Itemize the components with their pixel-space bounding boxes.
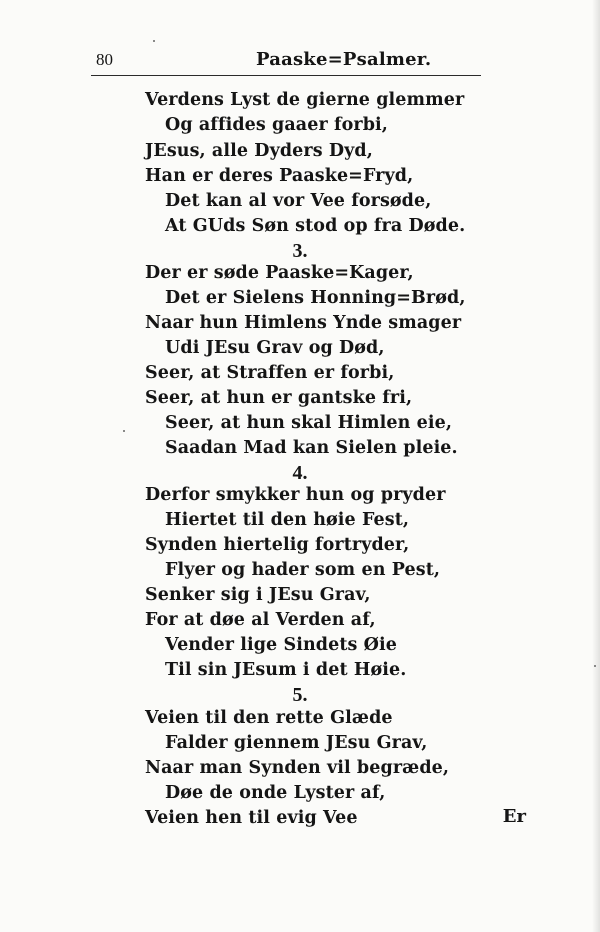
verse-line: Saadan Mad kan Sielen pleie.	[165, 438, 458, 458]
verse-line: Veien hen til evig Vee	[145, 808, 358, 828]
verse-line: Det er Sielens Honning=Brød,	[165, 288, 466, 308]
verse-line: Seer, at Straffen er forbi,	[145, 363, 395, 383]
verse-line: Seer, at hun skal Himlen eie,	[165, 413, 453, 433]
verse-line: Seer, at hun er gantske fri,	[145, 388, 413, 408]
verse-line: Udi JEsu Grav og Død,	[165, 338, 385, 358]
print-speck	[594, 665, 596, 667]
page-number: 80	[96, 50, 113, 69]
verse-line: Han er deres Paaske=Fryd,	[145, 166, 414, 186]
verse-line: Derfor smykker hun og pryder	[145, 485, 446, 505]
verse-line: Synden hiertelig fortryder,	[145, 535, 410, 555]
verse-line: Senker sig i JEsu Grav,	[145, 585, 371, 605]
verse-line: Vender lige Sindets Øie	[165, 635, 398, 655]
catchword: Er	[502, 806, 526, 827]
verse-line: Og affides gaaer forbi,	[165, 115, 388, 135]
verse-line: At GUds Søn stod op fra Døde.	[165, 216, 466, 236]
verse-line: Veien til den rette Glæde	[145, 708, 393, 728]
verse-line: Flyer og hader som en Pest,	[165, 560, 441, 580]
verse-line: Døe de onde Lyster af,	[165, 783, 386, 803]
verse-line: Naar man Synden vil begræde,	[145, 758, 450, 778]
header-rule	[91, 75, 481, 76]
verse-line: Der er søde Paaske=Kager,	[145, 263, 414, 283]
stanza-number: 4.	[292, 462, 308, 484]
verse-line: JEsus, alle Dyders Dyd,	[145, 141, 373, 161]
stanza-number: 5.	[292, 684, 308, 706]
verse-line: Falder giennem JEsu Grav,	[165, 733, 428, 753]
print-speck	[123, 430, 125, 432]
running-title: Paaske=Psalmer.	[256, 49, 432, 70]
verse-line: Hiertet til den høie Fest,	[165, 510, 410, 530]
verse-line: Verdens Lyst de gierne glemmer	[145, 90, 465, 110]
stanza-number: 3.	[292, 240, 308, 262]
verse-line: Naar hun Himlens Ynde smager	[145, 313, 462, 333]
verse-line: Det kan al vor Vee forsøde,	[165, 191, 432, 211]
print-speck	[153, 40, 155, 42]
verse-line: Til sin JEsum i det Høie.	[165, 660, 407, 680]
verse-line: For at døe al Verden af,	[145, 610, 376, 630]
